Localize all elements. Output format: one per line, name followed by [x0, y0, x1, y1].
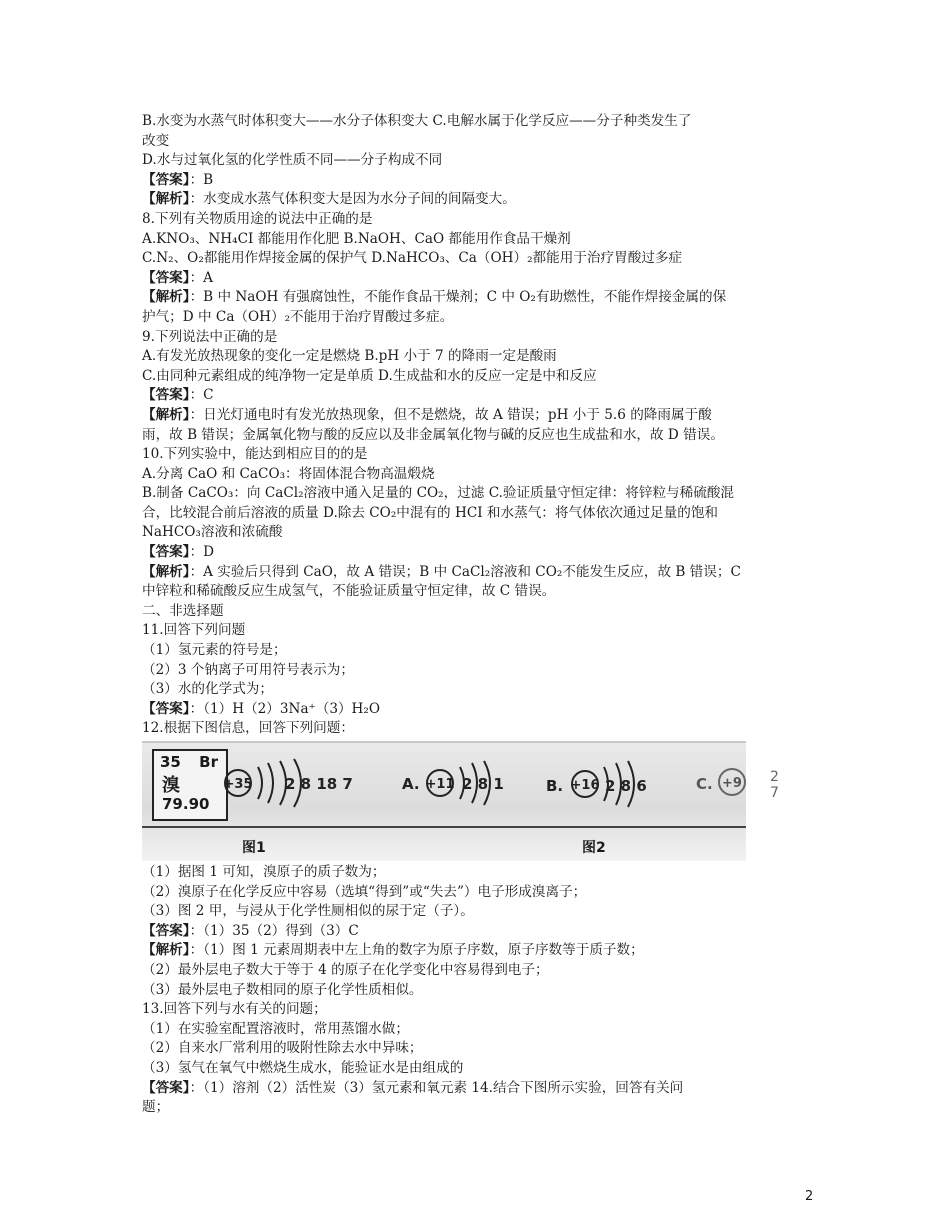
text-line: 【答案】：A — [142, 269, 213, 286]
text-line: B.水变为水蒸气时体积变大——水分子体积变大 C.电解水属于化学反应——分子种类发生了 — [142, 113, 692, 129]
atomic-number: 35 — [160, 753, 181, 771]
text-line: 【解析】：日光灯通电时有发光放热现象，但不是燃烧，故 A 错误；pH 小于 5.6 的降雨属于酸 — [142, 406, 712, 423]
answer-marker: 【答案】 — [142, 269, 190, 286]
bromine-shells: 2 8 18 7 — [285, 775, 353, 793]
answer-marker: 【解析】 — [142, 406, 190, 423]
text-line: 【答案】：C — [142, 387, 214, 404]
atom-c-shells: 2 7 — [770, 769, 779, 801]
atom-a-shells: 2 8 1 — [462, 775, 504, 793]
atom-b-shells: 2 8 6 — [605, 777, 647, 795]
text-line: （1）据图 1 可知，溴原子的质子数为； — [142, 864, 386, 880]
element-symbol: Br — [199, 753, 218, 771]
answer-marker: 【答案】 — [142, 171, 190, 188]
text-line: 11.回答下列问题 — [142, 622, 246, 639]
answer-marker: 【答案】 — [142, 1079, 190, 1096]
text-line: 9.下列说法中正确的是 — [142, 328, 278, 345]
answer-marker: 【解析】 — [142, 289, 190, 306]
text-line: 13.回答下列与水有关的问题； — [142, 1001, 327, 1018]
text-line: 题； — [142, 1099, 170, 1116]
bromine-nucleus: +35 — [223, 777, 253, 792]
text-line: （3）水的化学式为； — [142, 681, 273, 698]
text-line: （3）氢气在氧气中燃烧生成水，能验证水是由组成的 — [142, 1059, 464, 1076]
text-line: （1）在实验室配置溶液时，常用蒸馏水做； — [142, 1020, 409, 1037]
text-block-lower — [142, 863, 822, 1118]
text-line: （1）氢元素的符号是； — [142, 642, 287, 659]
atom-a-nucleus: +11 — [425, 777, 455, 792]
text-line: 【答案】：（1）溶剂（2）活性炭（3）氢元素和氧元素 14.结合下图所示实验，回答有关问 — [142, 1079, 684, 1096]
text-line: 【解析】：A 实验后只得到 CaO，故 A 错误；B 中 CaCl₂溶液和 CO₂不能发生反应，故 B 错误；C — [142, 563, 741, 580]
text-line: 中锌粒和稀硫酸反应生成氢气，不能验证质量守恒定律，故 C 错误。 — [142, 583, 556, 600]
atom-a-label: A. — [402, 775, 420, 793]
text-line: 护气；D 中 Ca（OH）₂不能用于治疗胃酸过多症。 — [142, 308, 454, 325]
document-body — [142, 112, 822, 1118]
answer-marker: 【答案】 — [142, 922, 190, 939]
atom-b-nucleus: +16 — [570, 778, 600, 793]
text-line: （2）3 个钠离子可用符号表示为； — [142, 661, 354, 678]
text-line: 【答案】：（1）35（2）得到（3）C — [142, 922, 359, 939]
page-number: 2 — [805, 1189, 814, 1204]
caption-figure-2: 图2 — [582, 840, 606, 856]
text-line: 10.下列实验中，能达到相应目的的是 — [142, 446, 368, 463]
text-line: 【答案】：B — [142, 171, 214, 188]
atomic-mass: 79.90 — [162, 795, 210, 813]
answer-marker: 【解析】 — [142, 942, 190, 959]
text-line: （2）自来水厂常利用的吸附性除去水中异味； — [142, 1040, 423, 1057]
text-line: 【解析】：（1）图 1 元素周期表中左上角的数字为原子序数，原子序数等于质子数； — [142, 942, 644, 959]
atom-c-structure — [696, 769, 745, 795]
text-line: （3）图 2 甲，与浸从于化学性厕相似的尿于定（子）。 — [142, 903, 474, 920]
atom-a-structure — [402, 761, 504, 805]
text-line: （3）最外层电子数相同的原子化学性质相似。 — [142, 981, 423, 998]
text-line: （2）溴原子在化学反应中容易（选填“得到”或“失去”）电子形成溴离子； — [142, 883, 587, 900]
atom-b-structure — [546, 761, 647, 807]
text-line: 雨，故 B 错误；金属氧化物与酸的反应以及非金属氧化物与碱的反应也生成盐和水，故 D 错误。 — [142, 426, 724, 443]
text-line: 合，比较混合前后溶液的质量 D.除去 CO₂中混有的 HCI 和水蒸气：将气体依次通过足量的饱和 — [142, 504, 719, 521]
text-line: （2）最外层电子数大于等于 4 的原子在化学变化中容易得到电子； — [142, 961, 549, 978]
text-line: 改变 — [142, 132, 170, 149]
answer-marker: 【答案】 — [142, 387, 190, 404]
text-line: A.KNO₃、NH₄CI 都能用作化肥 B.NaOH、CaO 都能用作食品干燥剂 — [142, 230, 571, 247]
answer-marker: 【解析】 — [142, 191, 190, 208]
text-line: A.分离 CaO 和 CaCO₃：将固体混合物高温煅烧 — [142, 465, 435, 482]
text-line: D.水与过氧化氢的化学性质不同——分子构成不同 — [142, 152, 443, 169]
atom-diagrams — [142, 743, 746, 861]
text-line: 8.下列有关物质用途的说法中正确的是 — [142, 210, 373, 227]
bromine-atom-structure — [224, 759, 353, 807]
atom-b-label: B. — [546, 777, 564, 795]
text-block-upper — [142, 112, 822, 739]
element-name: 溴 — [162, 775, 180, 796]
caption-figure-1: 图1 — [242, 840, 266, 856]
atom-c-label: C. — [696, 775, 713, 793]
text-line: C.N₂、O₂都能用作焊接金属的保护气 D.NaHCO₃、Ca（OH）₂都能用于治疗胃酸过多症 — [142, 250, 683, 267]
text-line: 【解析】：B 中 NaOH 有强腐蚀性，不能作食品干燥剂；C 中 O₂有助燃性，不能作焊接金属的保 — [142, 289, 727, 306]
text-line: C.由同种元素组成的纯净物一定是单质 D.生成盐和水的反应一定是中和反应 — [142, 367, 597, 384]
answer-marker: 【解析】 — [142, 563, 190, 580]
text-line: 12.根据下图信息，回答下列问题： — [142, 720, 354, 737]
text-line: 二、非选择题 — [142, 602, 224, 619]
text-line: A.有发光放热现象的变化一定是燃烧 B.pH 小于 7 的降雨一定是酸雨 — [142, 348, 557, 365]
answer-marker: 【答案】 — [142, 544, 190, 561]
text-line: 【答案】：（1）H（2）3Na⁺（3）H₂O — [142, 700, 381, 717]
text-line: B.制备 CaCO₃：向 CaCl₂溶液中通入足量的 CO₂，过滤 C.验证质量守恒定律：将锌粒与稀硫酸混 — [142, 485, 735, 502]
figure-atomic-structure — [142, 741, 779, 861]
text-line: 【解析】：水变成水蒸气体积变大是因为水分子间的间隔变大。 — [142, 191, 516, 208]
text-line: 【答案】：D — [142, 544, 215, 561]
atom-c-nucleus: +9 — [722, 776, 742, 791]
text-line: NaHCO₃溶液和浓硫酸 — [142, 524, 283, 541]
answer-marker: 【答案】 — [142, 700, 190, 717]
